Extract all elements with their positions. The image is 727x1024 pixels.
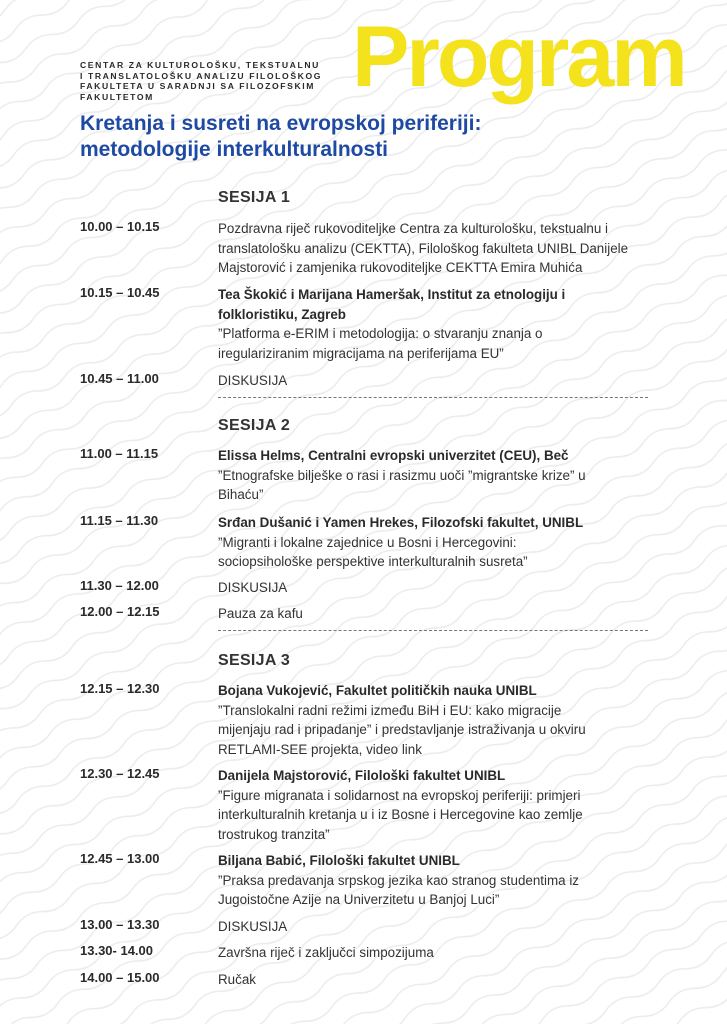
session-1-label: SESIJA 1 <box>218 189 291 206</box>
speaker-line: folkloristiku, Zagreb <box>218 306 346 322</box>
text-line: ”Etnografske bilješke o rasi i rasizmu uoči ”migrantske krize” u <box>218 467 586 483</box>
time-slot: 12.45 – 13.00 <box>80 851 160 866</box>
text-line: interkulturalnih kretanja u i iz Bosne i Hercegovine kao zemlje <box>218 807 583 822</box>
time-slot: 10.15 – 10.45 <box>80 285 160 300</box>
page-title <box>80 111 481 163</box>
item-text <box>218 513 668 572</box>
organizer-line: FAKULTETOM <box>80 91 154 102</box>
program-heading: Program <box>352 9 685 105</box>
text-line: trostrukog tranzita” <box>218 826 330 842</box>
speaker-line: Tea Škokić i Marijana Hameršak, Institut za etnologiju i <box>218 287 566 302</box>
time-slot: 11.15 – 11.30 <box>80 513 159 528</box>
item-text <box>218 219 668 278</box>
text-line: ”Platforma e-ERIM i metodologija: o stvaranju znanja o <box>218 326 543 341</box>
time-slot: 14.00 – 15.00 <box>80 970 160 985</box>
text-line: Ručak <box>218 972 256 987</box>
item-text <box>218 970 668 990</box>
item-text <box>218 917 668 937</box>
item-text <box>218 681 668 759</box>
speaker-line: Srđan Dušanić i Yamen Hrekes, Filozofski fakultet, UNIBL <box>218 515 584 530</box>
session-divider <box>218 397 648 398</box>
item-text <box>218 943 668 963</box>
speaker-line: Biljana Babić, Filološki fakultet UNIBL <box>218 853 460 868</box>
item-text <box>218 285 668 363</box>
text-line: ”Translokalni radni režimi između BiH i EU: kako migracije <box>218 702 562 718</box>
title-line: Kretanja i susreti na evropskoj periferiji: <box>80 112 482 135</box>
text-line: translatološku analizu (CEKTTA), Filološkog fakulteta UNIBL Danijele <box>218 240 629 256</box>
text-line: mijenjaju rad i pripadanje” i predstavljanje istraživanja u okviru <box>218 722 586 737</box>
text-line: Pozdravna riječ rukovoditeljke Centra za kulturološku, tekstualnu i <box>218 221 609 236</box>
text-line: sociopsihološke perspektive interkulturalnih susreta” <box>218 554 528 569</box>
speaker-line: Bojana Vukojević, Fakultet političkih nauka UNIBL <box>218 683 537 698</box>
organizer-block <box>80 60 370 102</box>
text-line: Pauza za kafu <box>218 606 303 621</box>
item-text <box>218 578 668 598</box>
speaker-line: Danijela Majstorović, Filološki fakultet UNIBL <box>218 768 506 783</box>
time-slot: 10.00 – 10.15 <box>80 219 160 234</box>
title-line: metodologije interkulturalnosti <box>80 138 389 161</box>
time-slot: 13.00 – 13.30 <box>80 917 160 932</box>
time-slot: 13.30- 14.00 <box>80 943 154 958</box>
text-line: ”Migranti i lokalne zajednice u Bosni i Hercegovini: <box>218 534 517 550</box>
time-slot: 11.30 – 12.00 <box>80 578 159 593</box>
text-line: Majstorović i zamjenika rukovoditeljke CEKTTA Emira Muhića <box>218 260 583 275</box>
text-line: Jugoistočne Azije na Univerzitetu u Banjoj Luci” <box>218 892 500 907</box>
text-line: DISKUSIJA <box>218 919 288 934</box>
item-text <box>218 766 668 844</box>
time-slot: 12.15 – 12.30 <box>80 681 160 696</box>
item-text <box>218 446 668 505</box>
session-3-label: SESIJA 3 <box>218 652 291 669</box>
text-line: ”Figure migranata i solidarnost na evropskoj periferiji: primjeri <box>218 787 581 803</box>
text-line: ”Praksa predavanja srpskog jezika kao stranog studentima iz <box>218 872 579 888</box>
time-slot: 12.00 – 12.15 <box>80 604 160 619</box>
organizer-line: I TRANSLATOLOŠKU ANALIZU FILOLOŠKOG <box>80 70 323 81</box>
time-slot: 10.45 – 11.00 <box>80 371 159 386</box>
text-line: RETLAMI-SEE projekta, video link <box>218 741 422 757</box>
organizer-line: FAKULTETA U SARADNJI SA FILOZOFSKIM <box>80 81 316 91</box>
item-text <box>218 851 668 910</box>
text-line: DISKUSIJA <box>218 373 288 388</box>
item-text <box>218 371 668 391</box>
text-line: DISKUSIJA <box>218 580 288 595</box>
text-line: Bihaću” <box>218 487 264 502</box>
text-line: iregulariziranim migracijama na periferijama EU” <box>218 345 504 361</box>
text-line: Završna riječ i zaključci simpozijuma <box>218 945 434 960</box>
session-2-label: SESIJA 2 <box>218 417 291 434</box>
speaker-line: Elissa Helms, Centralni evropski univerzitet (CEU), Beč <box>218 448 569 463</box>
time-slot: 11.00 – 11.15 <box>80 446 159 461</box>
organizer-line: CENTAR ZA KULTUROLOŠKU, TEKSTUALNU <box>80 60 320 70</box>
session-divider <box>218 630 648 631</box>
time-slot: 12.30 – 12.45 <box>80 766 160 781</box>
item-text <box>218 604 668 624</box>
